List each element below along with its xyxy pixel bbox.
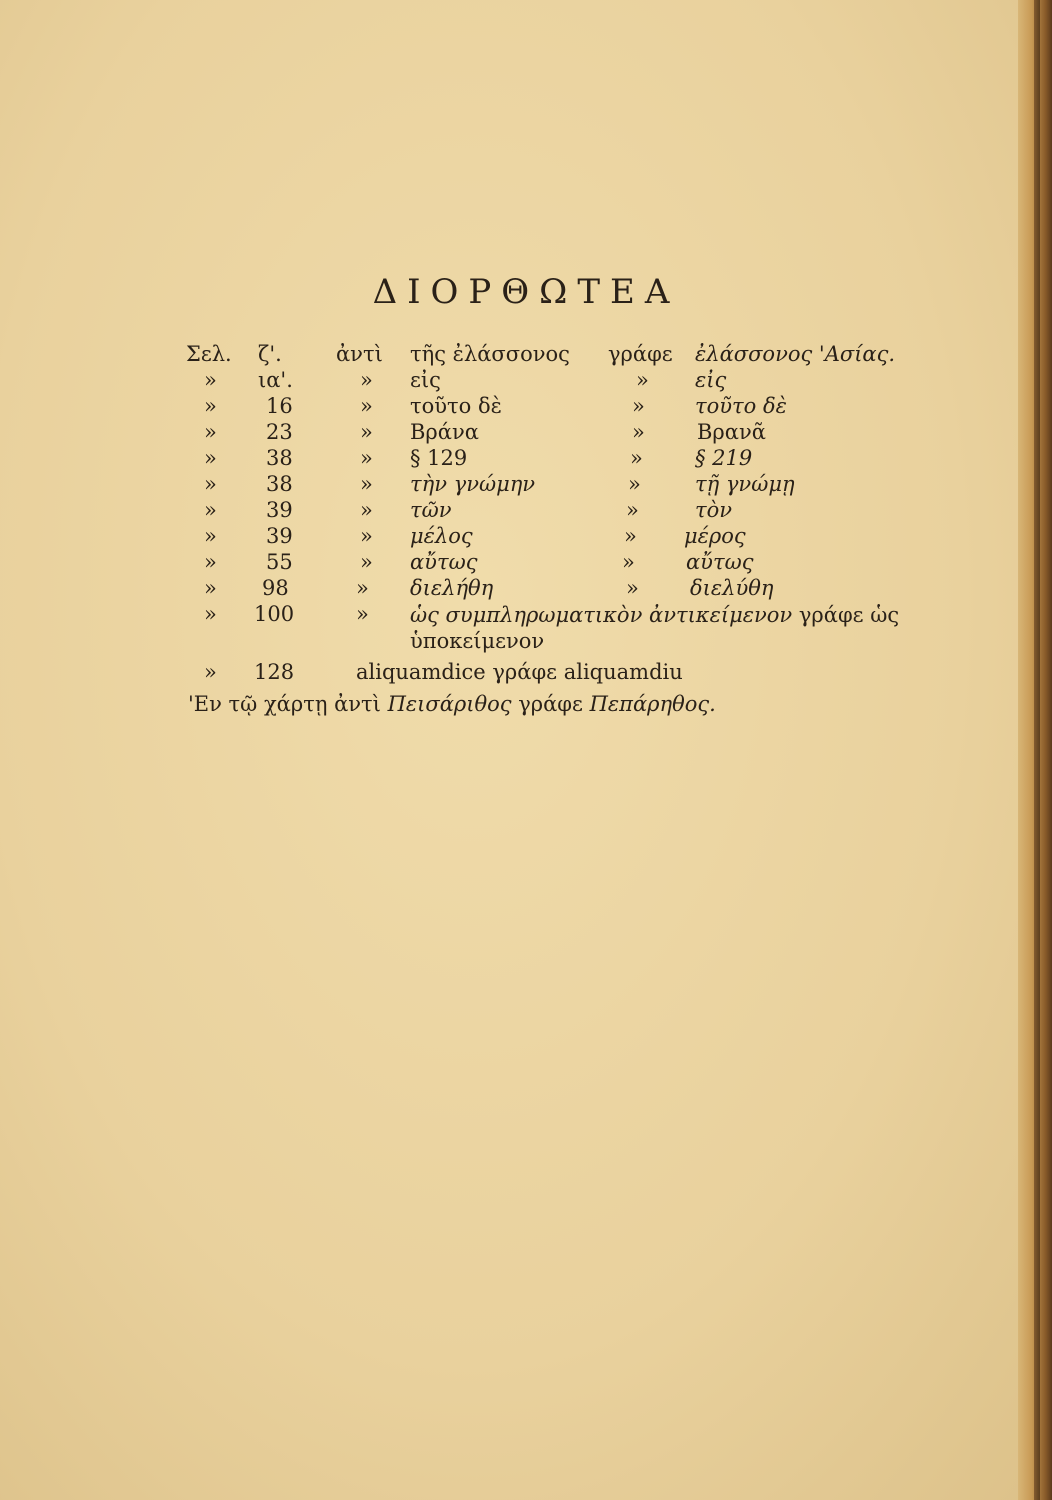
correction-text bbox=[410, 602, 900, 654]
errata-row bbox=[0, 498, 1000, 524]
errata-row bbox=[0, 550, 1000, 576]
wrong-text: τῶν bbox=[410, 498, 452, 522]
ditto-mark: » bbox=[356, 602, 369, 626]
ditto-mark: » bbox=[360, 394, 373, 418]
ditto-mark: » bbox=[204, 602, 217, 626]
ditto-mark: » bbox=[360, 446, 373, 470]
errata-row bbox=[0, 576, 1000, 602]
page-number: 38 bbox=[266, 446, 293, 470]
errata-row bbox=[0, 602, 1000, 654]
ditto-mark: » bbox=[622, 550, 635, 574]
page-title: ΔΙΟΡΘΩΤΕΑ bbox=[372, 272, 680, 312]
ditto-mark: » bbox=[632, 420, 645, 444]
wrong-text: § 129 bbox=[410, 446, 468, 470]
ditto-mark: » bbox=[360, 420, 373, 444]
wrong-text: Βράνα bbox=[410, 420, 479, 444]
ditto-mark: » bbox=[626, 576, 639, 600]
ditto-mark: » bbox=[204, 550, 217, 574]
errata-row bbox=[0, 368, 1000, 394]
errata-row bbox=[0, 524, 1000, 550]
correct-text: τῇ γνώμῃ bbox=[695, 472, 795, 496]
ditto-mark: » bbox=[632, 394, 645, 418]
errata-row bbox=[0, 420, 1000, 446]
ditto-mark: » bbox=[204, 446, 217, 470]
ditto-mark: » bbox=[204, 660, 217, 684]
correct-text: μέρος bbox=[684, 524, 746, 548]
ditto-mark: » bbox=[204, 394, 217, 418]
page-number: 98 bbox=[262, 576, 289, 600]
instead-label: ἀντὶ bbox=[336, 342, 383, 366]
page-number: 100 bbox=[254, 602, 295, 626]
ditto-mark: » bbox=[360, 472, 373, 496]
write-label: γράφε bbox=[608, 342, 673, 366]
ditto-mark: » bbox=[204, 498, 217, 522]
correct-text: ὡς ὑποκείμενον bbox=[410, 603, 900, 653]
ditto-mark: » bbox=[360, 524, 373, 548]
errata-row bbox=[0, 472, 1000, 498]
page-ref-label: Σελ. bbox=[186, 342, 232, 366]
ditto-mark: » bbox=[630, 446, 643, 470]
wrong-text: τὴν γνώμην bbox=[410, 472, 536, 496]
page-number: ζ'. bbox=[258, 342, 282, 366]
spine-edge bbox=[1034, 0, 1040, 1500]
ditto-mark: » bbox=[360, 498, 373, 522]
page-number: 23 bbox=[266, 420, 293, 444]
errata-row bbox=[0, 660, 1000, 686]
ditto-mark: » bbox=[360, 550, 373, 574]
ditto-mark: » bbox=[204, 420, 217, 444]
correct-text: § 219 bbox=[695, 446, 753, 470]
wrong-text: διελήθη bbox=[410, 576, 494, 600]
ditto-mark: » bbox=[204, 524, 217, 548]
page-number: 128 bbox=[254, 660, 295, 684]
errata-row bbox=[0, 394, 1000, 420]
correction-text: aliquamdice γράφε aliquamdiu bbox=[356, 660, 683, 684]
wrong-text: ὡς συμπληρωματικὸν ἀντικείμενον bbox=[410, 603, 793, 627]
wrong-text: μέλος bbox=[410, 524, 473, 548]
page-number: 16 bbox=[266, 394, 293, 418]
page-number: 39 bbox=[266, 498, 293, 522]
ditto-mark: » bbox=[636, 368, 649, 392]
errata-row bbox=[0, 446, 1000, 472]
page-number: 55 bbox=[266, 550, 293, 574]
correct-text: Βρανᾶ bbox=[697, 420, 766, 444]
map-note-text: 'Εν τῷ χάρτῃ ἀντὶ Πεισάριθος γράφε Πεπάρηθος. bbox=[188, 692, 716, 716]
ditto-mark: » bbox=[204, 576, 217, 600]
wrong-text: τῆς ἐλάσσονος bbox=[410, 342, 570, 366]
correct-text: τὸν bbox=[695, 498, 733, 522]
wrong-text: τοῦτο δὲ bbox=[410, 394, 502, 418]
ditto-mark: » bbox=[356, 576, 369, 600]
correct-text: τοῦτο δὲ bbox=[695, 394, 787, 418]
ditto-mark: » bbox=[204, 472, 217, 496]
write-label: γράφε bbox=[798, 603, 864, 627]
ditto-mark: » bbox=[624, 524, 637, 548]
correct-text: διελύθη bbox=[690, 576, 774, 600]
ditto-mark: » bbox=[204, 368, 217, 392]
ditto-mark: » bbox=[628, 472, 641, 496]
page-number: 39 bbox=[266, 524, 293, 548]
wrong-text: εἰς bbox=[410, 368, 441, 392]
correct-text: ἐλάσσονος 'Ασίας. bbox=[695, 342, 896, 366]
correct-text: αὔτως bbox=[686, 550, 754, 574]
ditto-mark: » bbox=[360, 368, 373, 392]
map-note bbox=[0, 692, 1000, 718]
errata-row bbox=[0, 342, 1000, 368]
ditto-mark: » bbox=[626, 498, 639, 522]
wrong-text: αὔτως bbox=[410, 550, 478, 574]
correct-text: εἰς bbox=[695, 368, 727, 392]
page-number: 38 bbox=[266, 472, 293, 496]
page-number: ια'. bbox=[258, 368, 293, 392]
